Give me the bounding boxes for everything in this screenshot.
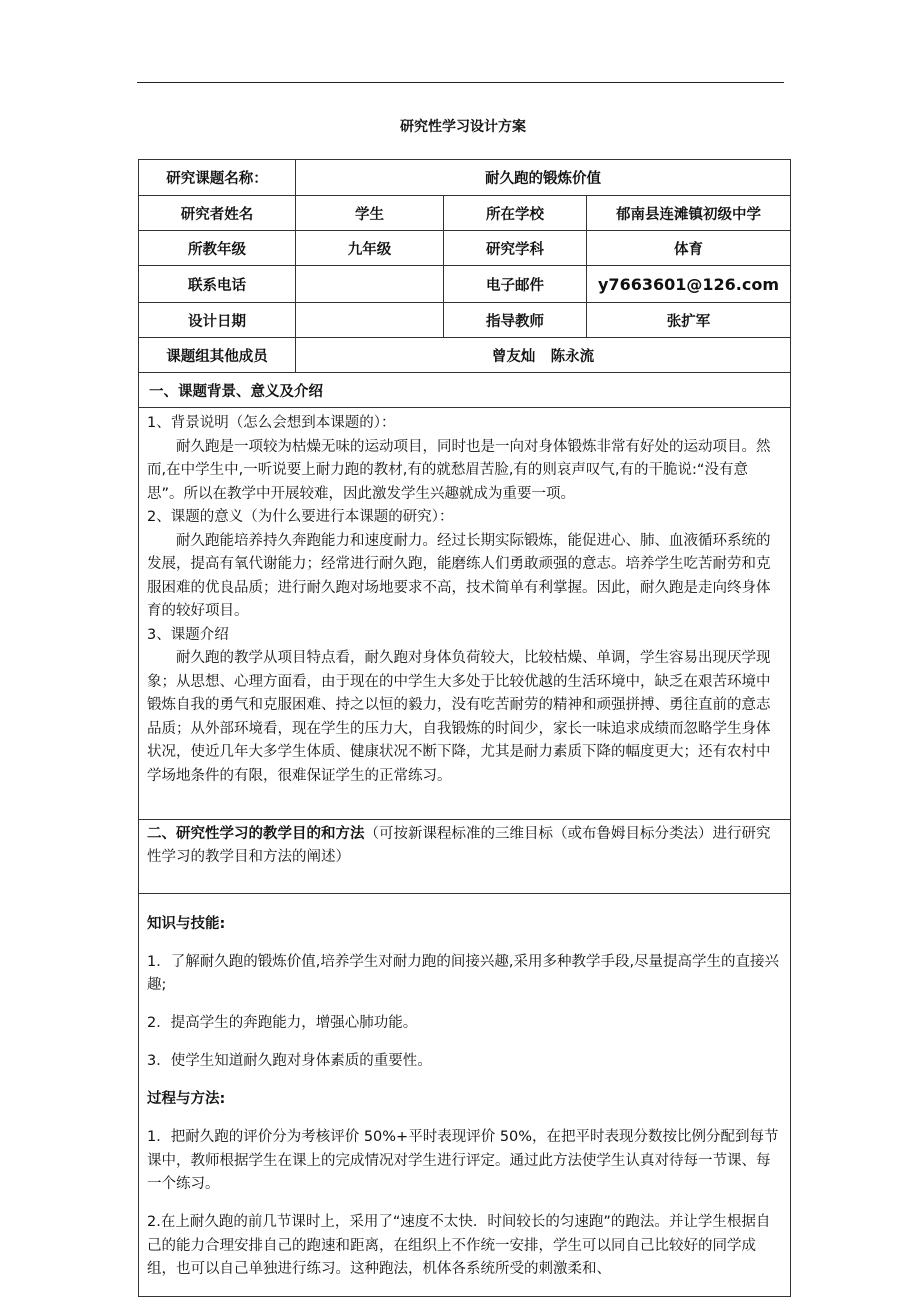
section2-heading-bold: 二、研究性学习的教学目的和方法 (147, 826, 365, 842)
email-label: 电子邮件 (444, 266, 587, 303)
process-item-2: 2.在上耐久跑的前几节课时上，采用了“速度不太快．时间较长的匀速跑”的跑法。并让学生根据自己的能力合理安排自己的跑速和距离，在组织上不作统一安排，学生可以同自己比较好的同学成组，也可以自己单独进行练习。这种跑法，机体各系统所受的刺激柔和、 (147, 1214, 771, 1277)
email-value: y7663601@126.com (587, 266, 791, 303)
section2-heading-note: （可按新课程标准的三维目标（或布鲁姆目标分类法）进行研究性学习的教学目和方法的阐述） (147, 826, 771, 865)
intro-text: 耐久跑的教学从项目特点看，耐久跑对身体负荷较大，比较枯燥、单调，学生容易出现厌学现象；从思想、心理方面看，由于现在的中学生大多处于比较优越的生活环境中，缺乏在艰苦环境中锻炼自我的勇气和克服困难、持之以恒的毅力，没有吃苦耐劳的精神和顽强拼搏、勇往直前的意志品质；从外部环境看，现在学生的压力大，自我锻炼的时间少，家长一味追求成绩而忽略学生身体状况，使近几年大多学生体质、健康状况不断下降，尤其是耐力素质下降的幅度更大；还有农村中学场地条件的有限，很难保证学生的正常练习。 (147, 650, 771, 784)
advisor-label: 指导教师 (444, 303, 587, 338)
researcher-label: 研究者姓名 (139, 196, 296, 231)
subject-label: 研究学科 (444, 231, 587, 266)
topic-value: 耐久跑的锻炼价值 (296, 160, 791, 196)
section3-row (139, 894, 791, 1297)
document-title: 研究性学习设计方案 (400, 119, 526, 135)
knowledge-item-1: 1．了解耐久跑的锻炼价值,培养学生对耐力跑的间接兴趣,采用多种教学手段,尽量提高学生的直接兴趣; (147, 953, 780, 993)
section2-heading (139, 820, 791, 894)
meaning-title: 2、课题的意义（为什么要进行本课题的研究）： (147, 509, 454, 525)
section3-body (139, 894, 791, 1297)
design-form-table (138, 159, 791, 1297)
section2-row (139, 820, 791, 894)
grade-label: 所教年级 (139, 231, 296, 266)
section1-body (139, 408, 791, 820)
topic-label: 研究课题名称： (139, 160, 296, 196)
members-label: 课题组其他成员 (139, 338, 296, 373)
contact-row (139, 266, 791, 303)
section1-heading-row (139, 373, 791, 408)
date-value (296, 303, 444, 338)
researcher-row (139, 196, 791, 231)
advisor-value: 张扩军 (587, 303, 791, 338)
school-label: 所在学校 (444, 196, 587, 231)
members-value: 曾友灿 陈永流 (296, 338, 791, 373)
knowledge-title: 知识与技能: (147, 915, 226, 932)
grade-row (139, 231, 791, 266)
background-text: 耐久跑是一项较为枯燥无味的运动项目，同时也是一向对身体锻炼非常有好处的运动项目。然而,在中学生中,一听说要上耐力跑的教材,有的就愁眉苦脸,有的则哀声叹气,有的干脆说:“没有意思”。所以在教学中开展较难，因此激发学生兴趣就成为重要一项。 (147, 438, 771, 502)
meaning-text: 耐久跑能培养持久奔跑能力和速度耐力。经过长期实际锻炼，能促进心、肺、血液循环系统的发展，提高有氧代谢能力；经常进行耐久跑，能磨练人们勇敢顽强的意志。培养学生吃苦耐劳和克服困难的优良品质；进行耐久跑对场地要求不高，技术简单有利掌握。因此，耐久跑是走向终身体育的较好项目。 (147, 532, 771, 619)
grade-value: 九年级 (296, 231, 444, 266)
background-title: 1、背景说明（怎么会想到本课题的）： (147, 415, 396, 431)
header-rule (137, 82, 784, 83)
researcher-value: 学生 (296, 196, 444, 231)
topic-row (139, 160, 791, 196)
knowledge-item-3: 3．使学生知道耐久跑对身体素质的重要性。 (147, 1053, 432, 1069)
members-row (139, 338, 791, 373)
process-item-1: 1．把耐久跑的评价分为考核评价 50%+平时表现评价 50%，在把平时表现分数按比例分配到每节课中，教师根据学生在课上的完成情况对学生进行评定。通过此方法使学生认真对待每一节课、每一个练习。 (147, 1129, 779, 1192)
section1-heading: 一、课题背景、意义及介绍 (139, 373, 791, 408)
subject-value: 体育 (587, 231, 791, 266)
date-row (139, 303, 791, 338)
phone-label: 联系电话 (139, 266, 296, 303)
date-label: 设计日期 (139, 303, 296, 338)
school-value: 郁南县连滩镇初级中学 (587, 196, 791, 231)
intro-title: 3、课题介绍 (147, 626, 229, 643)
knowledge-item-2: 2．提高学生的奔跑能力，增强心肺功能。 (147, 1015, 418, 1031)
section1-body-row (139, 408, 791, 820)
phone-value (296, 266, 444, 303)
process-title: 过程与方法: (147, 1091, 226, 1107)
